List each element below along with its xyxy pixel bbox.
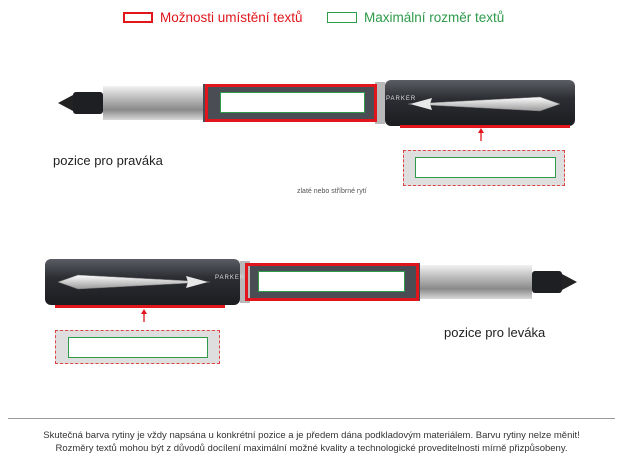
pen1-max-text-area [220,92,365,113]
pen1-cap-max-text-area [415,157,556,178]
pen1-grip [103,86,203,120]
engraving-color-note: zlaté nebo stříbrné rytí [297,188,367,195]
footer-divider [8,418,615,419]
label-right-handed: pozice pro praváka [53,153,163,168]
pen2-cap-max-text-area [68,337,208,358]
arrow-left-head [141,309,147,314]
pen2-tip [562,274,577,290]
pen2-brand: PARKER [215,275,246,281]
pen1-nose [73,92,103,114]
pen2-cap-placement-bar [55,305,225,308]
arrow-right-head [478,128,484,133]
pen1-cap-placement-bar [400,125,570,128]
pen1-tip [58,95,73,111]
pen2-max-text-area [258,271,405,292]
legend-placement-label: Možnosti umístění textů [160,10,303,25]
footer-line-2: Rozměry textů mohou být z důvodů docílení maximální možné kvality a technologické proveditelnosti mírně přizpůsobeny. [55,443,568,454]
footer-line-1: Skutečná barva rytiny je vždy napsána u konkrétní pozice a je předem dána podkladovým materiálem. Barvu rytiny nelze měnit! [43,430,580,441]
label-left-handed: pozice pro leváka [444,325,546,340]
pen1-brand: PARKER [386,96,417,102]
pen2-nose [532,271,562,293]
pen2-grip [420,265,532,299]
legend-max-size-label: Maximální rozměr textů [364,10,505,25]
